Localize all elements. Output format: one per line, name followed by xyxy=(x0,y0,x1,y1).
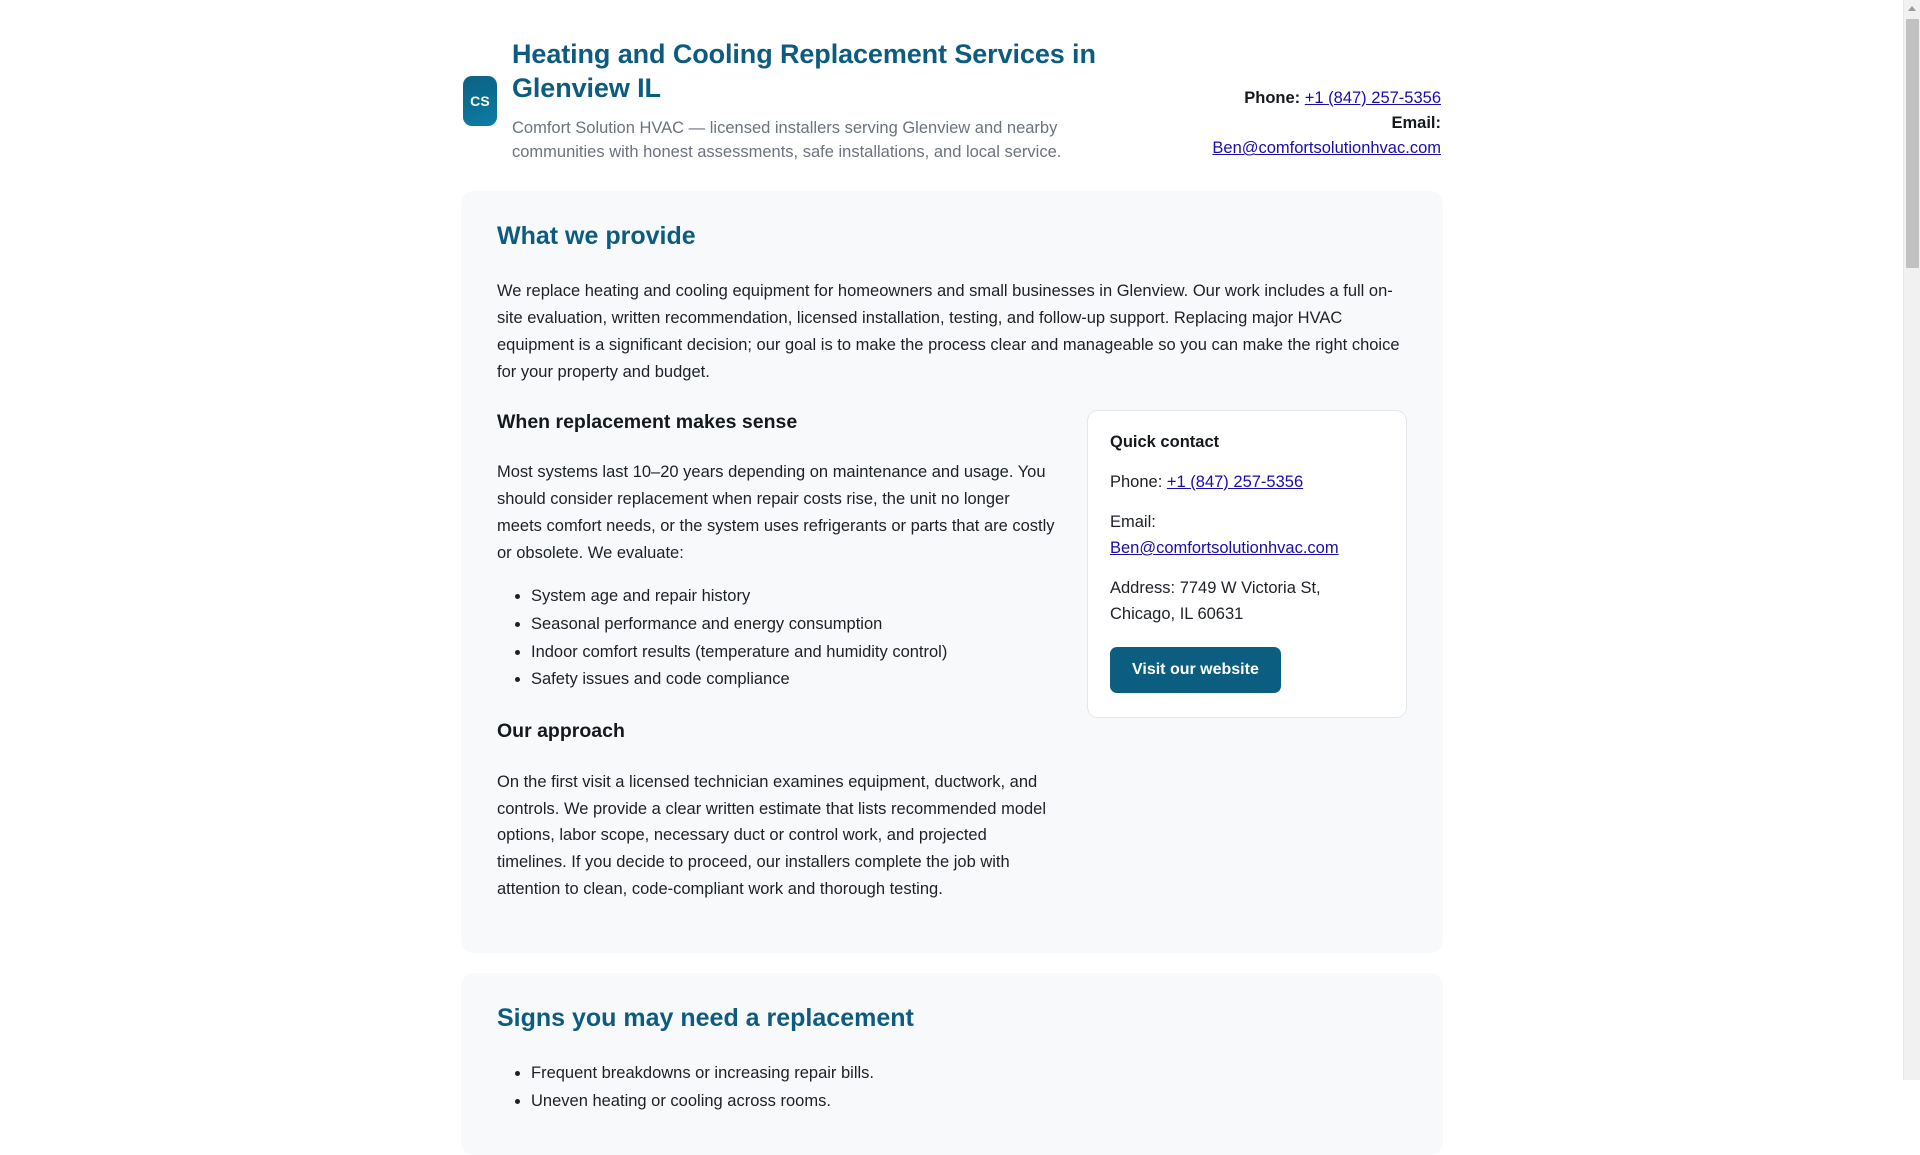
quick-contact-heading: Quick contact xyxy=(1110,432,1220,451)
quick-contact-phone-row xyxy=(1110,469,1384,495)
header-email-label: Email: xyxy=(1391,114,1441,133)
scroll-up-button[interactable] xyxy=(1904,0,1920,17)
site-header xyxy=(461,38,1443,191)
quick-contact-email-label: Email: xyxy=(1110,512,1156,531)
list-item: • Safety issues and code compliance xyxy=(531,666,1059,693)
quick-contact-phone-link[interactable]: +1 (847) 257-5356 xyxy=(1166,472,1304,491)
scrollbar-thumb[interactable] xyxy=(1906,19,1919,268)
header-phone-link[interactable]: +1 (847) 257-5356 xyxy=(1304,89,1441,107)
column-sidebar xyxy=(1087,410,1407,718)
list-item: • Seasonal performance and energy consumption xyxy=(531,611,1059,638)
two-column-layout xyxy=(497,410,1407,919)
header-contact-block xyxy=(1141,38,1441,161)
page-title: Heating and Cooling Replacement Services in Glenview IL xyxy=(512,39,1096,103)
paragraph-our-approach: On the first visit a licensed technician examines equipment, ductwork, and controls. We provide a clear written estimate that lists recommended model options, labor scope, necessary duct or control work, and projected timelines. If you decide to proceed, our installers complete the job with attention to clean, code-compliant work and thorough testing. xyxy=(497,772,1047,899)
list-item: • Indoor comfort results (temperature and humidity control) xyxy=(531,639,1059,666)
subheading-our-approach: Our approach xyxy=(497,720,625,743)
section-heading-what-we-provide: What we provide xyxy=(497,222,696,250)
section-what-we-provide xyxy=(461,191,1443,953)
quick-contact-email-row xyxy=(1110,509,1384,561)
content-container xyxy=(461,0,1443,1155)
company-logo-badge xyxy=(463,76,497,126)
header-email-row xyxy=(1141,111,1441,136)
quick-contact-phone-label: Phone: xyxy=(1110,472,1163,491)
chevron-up-icon xyxy=(1908,6,1916,11)
evaluation-criteria-list xyxy=(497,583,1059,694)
signs-list xyxy=(497,1060,1407,1115)
header-email-link[interactable]: Ben@comfortsolutionhvac.com xyxy=(1212,139,1441,158)
subheading-when-replacement-makes-sense: When replacement makes sense xyxy=(497,410,798,433)
quick-contact-address: Address: 7749 W Victoria St, Chicago, IL 60631 xyxy=(1110,579,1321,624)
list-item: • System age and repair history xyxy=(531,583,1059,610)
section-heading-signs: Signs you may need a replacement xyxy=(497,1004,914,1033)
section-intro-paragraph: We replace heating and cooling equipment for homeowners and small businesses in Glenview. Our work includes a full on-site evaluation, written recommendation, licensed installation, testing, and follow-up support. Replacing major HVAC equipment is a significant decision; our goal is to make the process clear and manageable so you can make the right choice for your property and budget. xyxy=(497,282,1400,381)
visit-our-website-button[interactable]: Visit our website xyxy=(1110,647,1281,693)
column-main xyxy=(497,410,1059,919)
header-email-value-row xyxy=(1141,136,1441,161)
vertical-scrollbar[interactable] xyxy=(1903,0,1920,1080)
header-phone-label: Phone: xyxy=(1244,89,1301,107)
brand-block xyxy=(463,38,1113,165)
logo-initials: CS xyxy=(470,93,490,109)
quick-contact-email-link[interactable]: Ben@comfortsolutionhvac.com xyxy=(1110,538,1339,557)
page-tagline: Comfort Solution HVAC — licensed installers serving Glenview and nearby communities with honest assessments, safe installations, and local service. xyxy=(512,118,1062,162)
brand-text xyxy=(497,38,1113,165)
paragraph-when-replacement: Most systems last 10–20 years depending on maintenance and usage. You should consider replacement when repair costs rise, the unit no longer meets comfort needs, or the system uses refrigerants or parts that are costly or obsolete. We evaluate: xyxy=(497,463,1055,562)
quick-contact-card xyxy=(1087,410,1407,718)
header-phone-row xyxy=(1141,86,1441,111)
list-item: • Frequent breakdowns or increasing repair bills. xyxy=(531,1060,1407,1087)
list-item: • Uneven heating or cooling across rooms. xyxy=(531,1088,1407,1115)
section-signs-you-may-need-a-replacement xyxy=(461,973,1443,1155)
